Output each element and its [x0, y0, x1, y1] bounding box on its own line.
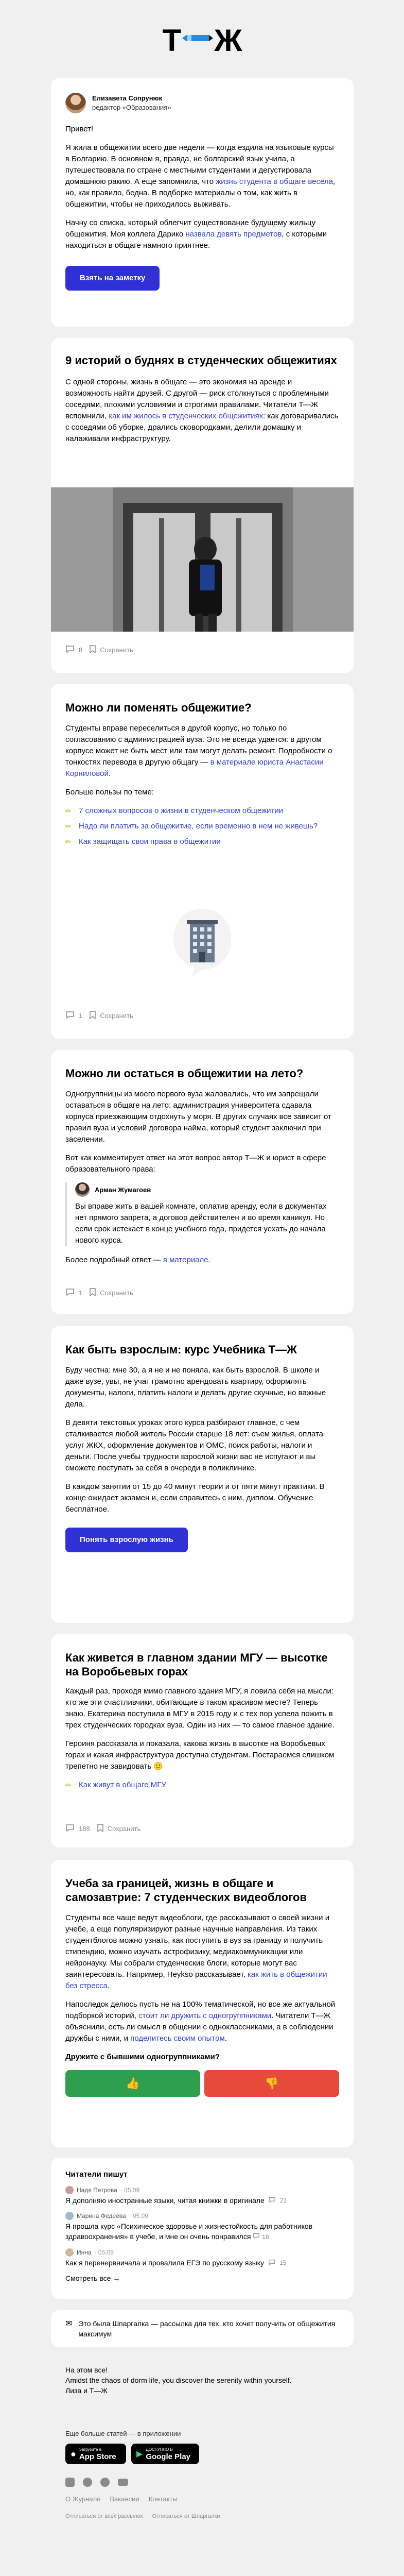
reader-avatar — [65, 2186, 74, 2194]
reader-comment[interactable] — [65, 2212, 339, 2242]
reader-text: Я дополняю иностранные языки, читая книжки в оригинале — [65, 2196, 265, 2205]
reader-text: Я прошла курс «Психическое здоровье и жизнестойкость для работников здравоохранения» в учебе, и мне он очень понравился — [65, 2222, 313, 2241]
article-title[interactable]: Как быть взрослым: курс Учебника Т—Ж — [65, 1343, 297, 1356]
social-icons — [65, 2478, 339, 2487]
text: Я жила в общежитии всего две недели — когда ездила на языковые курсы в Болгарию. В основном я, правда, не болгарский язык учила, а путешествовала по стране с местными студентами и дегустировала домашнюю ракию. А еще запомнила, что — [65, 143, 334, 186]
unsubscribe-this-link[interactable]: Отписаться от Шпаргалки — [152, 2513, 220, 2519]
logo-pen-icon — [182, 37, 213, 44]
text: С одной стороны, жизнь в общаге — это экономия на аренде и возможность найти друзей. С другой — риск столкнуться с проблемными соседями, плохими условиями и строгими правилами. Читатели Т—Ж вспомнили, — [65, 378, 329, 420]
footer-links — [65, 2495, 339, 2503]
thumbs-down-icon: 👎 — [265, 2077, 279, 2090]
intro-paragraph-1 — [65, 142, 339, 210]
app-store-button[interactable] — [65, 2444, 126, 2464]
more-answer — [65, 1255, 339, 1266]
article-text: Вот как комментирует ответ на этот вопрос автор Т—Ж и юрист в сфере образовательного права: — [65, 1154, 326, 1174]
poll-yes-button[interactable] — [65, 2070, 200, 2097]
readers-title: Читатели пишут — [65, 2170, 128, 2179]
reader-text: Как я перенервничала и провалила ЕГЭ по русскому языку — [65, 2259, 265, 2267]
reader-avatar — [65, 2248, 74, 2257]
intro-paragraph-2 — [65, 217, 339, 251]
save-label[interactable]: Сохранить — [100, 1012, 133, 1020]
zen-icon[interactable] — [100, 2478, 110, 2487]
telegram-icon[interactable] — [83, 2478, 92, 2487]
article-card-summer-dorm — [51, 1050, 354, 1314]
text: . Читатели Т—Ж объяснили, есть ли смысл в общении с одноклассниками, а в соблюдении дружбы с ними, и — [65, 2011, 333, 2043]
bullet-link[interactable]: Как живут в общаге МГУ — [79, 1781, 166, 1789]
bookmark-icon[interactable] — [90, 645, 96, 655]
reader-count: 21 — [279, 2197, 287, 2204]
apple-icon: ● — [71, 2448, 76, 2459]
article-title[interactable]: Как живется в главном здании МГУ — высотке на Воробьевых горах — [65, 1651, 328, 1678]
student-life-link[interactable]: жизнь студента в общаге весела — [216, 177, 333, 186]
bullet-link[interactable]: Надо ли платить за общежитие, если временно в нем не живешь? — [79, 822, 318, 831]
article-meta — [65, 1011, 133, 1021]
greeting: Привет! — [65, 125, 94, 133]
appstore-small: Загрузите в — [79, 2447, 102, 2452]
reader-name: Надя Петрова — [77, 2187, 117, 2194]
gplay-small: ДОСТУПНО В — [146, 2447, 173, 2452]
jobs-link[interactable]: Вакансии — [110, 2495, 139, 2503]
promo-text: Это была Шпаргалка — рассылка для тех, кто хочет получить от общежития максимум — [78, 2319, 336, 2338]
text: Студенты все чаще ведут видеоблоги, где рассказывают о своей жизни и учебе, а еще популяризируют разные научные направления. Из таких студентблогов можно узнать, как поступить в вуз за границу и получить стипендию, можно изучать астрофизику, медиакоммуникации или нейронауку. Мы собрали студенческие блоги, которые могут вас заинтересовать. Например, Heykso рассказывает, — [65, 1913, 330, 1979]
stress-free-link[interactable]: как жить в общежитии без стресса — [65, 1970, 327, 1990]
comment-count[interactable]: 188 — [79, 1825, 90, 1833]
smile-icon: 🙂 — [153, 1762, 163, 1771]
footer — [51, 2430, 354, 2519]
logo-letter-t: Т — [162, 23, 182, 58]
comment-icon[interactable] — [65, 645, 75, 655]
dorm-stories-link[interactable]: как им жилось в студенческих общежитиях — [109, 412, 264, 420]
article-card-video-blogs — [51, 1860, 354, 2147]
logo-letter-zh: Ж — [214, 23, 242, 58]
course-button[interactable]: Понять взрослую жизнь — [65, 1528, 188, 1552]
article-card-msu — [51, 1634, 354, 1848]
comment-icon[interactable] — [65, 1824, 75, 1834]
article-card-dorm-stories — [51, 338, 354, 673]
pencil-icon: ✏ — [65, 1781, 72, 1789]
article-text: Каждый раз, проходя мимо главного здания МГУ, я ловила себя на мысли: кто же эти счастливчики, обитающие в таком красивом месте? Теперь знаю. Екатерина поступила в МГУ в 2015 году и с тех пор успела пожить в трех студенческих городках вуза. Один из них — то самое главное здание. — [65, 1687, 335, 1730]
tzh-logo[interactable] — [163, 25, 242, 56]
article-photo[interactable] — [51, 487, 354, 632]
reader-avatar — [65, 2212, 74, 2220]
text: . — [108, 769, 111, 778]
play-icon: ▶ — [136, 2450, 143, 2459]
reader-comment[interactable] — [65, 2248, 339, 2268]
save-label[interactable]: Сохранить — [100, 646, 133, 654]
comment-count[interactable]: 1 — [79, 1289, 83, 1297]
save-label[interactable]: Сохранить — [107, 1825, 141, 1833]
list-item — [65, 821, 339, 832]
text: Студенты вправе переселиться в другой корпус, но только по согласованию с администрацией вуза. Это не всегда удается: в другом корпусе может не быть мест или там могут делать ремонт. Подробности о тонкостях перевода в другую общагу — — [65, 724, 332, 767]
article-text — [65, 1738, 339, 1772]
author-avatar — [65, 93, 86, 113]
building-illustration — [171, 907, 233, 979]
text: . — [208, 1256, 210, 1264]
text: . — [107, 1981, 110, 1990]
reader-date: · 05.09 — [120, 2187, 140, 2194]
article-meta — [65, 1824, 140, 1834]
article-title[interactable]: Учеба за границей, жизнь в общаге и самозавтрие: 7 студенческих видеоблогов — [65, 1877, 307, 1904]
comment-icon — [268, 2258, 275, 2268]
google-play-button[interactable] — [131, 2444, 199, 2464]
contacts-link[interactable]: Контакты — [148, 2495, 178, 2503]
reader-name: Инна — [77, 2249, 92, 2256]
article-text — [65, 377, 339, 445]
author-role: редактор «Образования» — [92, 104, 171, 111]
envelope-icon: ✉ — [65, 2319, 73, 2328]
about-link[interactable]: О Журнале — [65, 2495, 101, 2503]
share-experience-link[interactable]: поделитесь своим опытом — [130, 2034, 225, 2043]
article-title[interactable]: Можно ли поменять общежитие? — [65, 701, 252, 714]
intro-card — [51, 78, 354, 327]
comment-count[interactable]: 1 — [79, 1012, 83, 1020]
reader-comment[interactable] — [65, 2186, 339, 2206]
poll — [65, 2070, 339, 2097]
article-meta — [65, 1288, 133, 1298]
article-card-adult-course — [51, 1326, 354, 1623]
outro-line-2: Amidst the chaos of dorm life, you discover the serenity within yourself. — [65, 2376, 292, 2384]
article-card-change-dorm — [51, 684, 354, 1039]
apps-label: Еще больше статей — в приложении — [65, 2430, 181, 2437]
pencil-icon: ✏ — [65, 838, 72, 846]
list-item — [65, 805, 339, 817]
header — [51, 23, 354, 59]
newsletter-promo-card — [51, 2310, 354, 2347]
poll-no-button[interactable] — [204, 2070, 339, 2097]
youtube-icon[interactable] — [118, 2479, 128, 2486]
reader-count: 15 — [279, 2259, 287, 2266]
reader-name: Марина Федеева — [77, 2212, 126, 2219]
readers-card — [51, 2158, 354, 2299]
article-text: В каждом занятии от 15 до 40 минут теории и от пяти минут практики. В конце ожидает экзамен и, если справитесь с ним, диплом. Обучение бесплатное. — [65, 1482, 325, 1514]
bullet-link[interactable]: 7 сложных вопросов о жизни в студенческом общежитии — [79, 806, 284, 815]
list-item — [65, 1780, 339, 1791]
article-text: Буду честна: мне 30, а я не и не поняла, как быть взрослой. В школе и даже вузе, увы, не учат грамотно арендовать квартиру, оформлять документы, налоги, платить налоги и делать другие скучные, но важные дела. — [65, 1366, 326, 1409]
text: Героиня рассказала и показала, какова жизнь в высотке на Воробьевых горах и какая инфраструктура доступна студентам. Постараемся слишком трепетно не завидовать — [65, 1739, 335, 1771]
comment-icon — [269, 2195, 276, 2206]
bookmark-icon[interactable] — [97, 1824, 103, 1834]
vk-icon[interactable] — [65, 2478, 75, 2487]
comment-count[interactable]: 8 — [79, 646, 83, 654]
expert-name: Арман Жумагоев — [95, 1185, 151, 1194]
save-label[interactable]: Сохранить — [100, 1289, 133, 1297]
bookmark-icon[interactable] — [90, 1288, 96, 1298]
outro-line-3: Лиза и Т—Ж — [65, 2386, 108, 2395]
lawyer-article-link[interactable]: в материале юриста Анастасии Корниловой — [65, 758, 324, 778]
poll-question: Дружите с бывшими одногруппниками? — [65, 2053, 220, 2061]
unsubscribe-links — [65, 2513, 339, 2519]
article-text: Одногруппницы из моего первого вуза жаловались, что им запрещали оставаться в общаге на лето: администрация университета сдавала корпуса приезжающим отдохнуть у моря. В других случаях все зависит от правил вуза и условий договора найма, который студент заключил при заселении. — [65, 1090, 331, 1144]
article-meta — [65, 645, 133, 655]
text: Более подробный ответ — — [65, 1256, 163, 1264]
bookmark-icon[interactable] — [90, 1011, 96, 1021]
list-item — [65, 836, 339, 848]
take-note-button[interactable]: Взять на заметку — [65, 266, 160, 291]
detailed-answer-link[interactable]: в материале — [163, 1256, 208, 1264]
comment-icon[interactable] — [65, 1288, 75, 1298]
pencil-icon: ✏ — [65, 807, 72, 815]
text: Начну со списка, который облегчит существование будущему жильцу общежития. Моя коллега Дарико — [65, 218, 315, 239]
unsubscribe-all-link[interactable]: Отписаться от всех рассылок — [65, 2513, 143, 2519]
text: , с которыми находиться в общаге намного приятнее. — [65, 230, 327, 250]
article-title[interactable]: Можно ли остаться в общежитии на лето? — [65, 1067, 304, 1080]
gplay-big: Google Play — [146, 2452, 191, 2461]
reader-date: · 05.09 — [129, 2212, 148, 2219]
reader-count: 18 — [262, 2233, 269, 2241]
author-block — [65, 93, 339, 113]
outro-line-1: На этом все! — [65, 2366, 108, 2374]
outro — [51, 2365, 354, 2396]
reader-date: · 05.09 — [94, 2249, 114, 2256]
appstore-big: App Store — [79, 2452, 116, 2461]
article-text — [65, 1999, 339, 2044]
see-all-link[interactable]: Смотреть все → — [65, 2274, 120, 2282]
expert-avatar — [75, 1182, 90, 1197]
comment-icon — [253, 2232, 260, 2241]
pencil-icon: ✏ — [65, 822, 72, 831]
classmates-link[interactable]: стоит ли дружить с одногруппниками — [138, 2011, 272, 2020]
more-on-topic: Больше пользы по теме: — [65, 788, 154, 796]
author-name: Елизавета Сопрунюк — [92, 94, 163, 102]
comment-icon[interactable] — [65, 1011, 75, 1021]
quote-text: Вы вправе жить в вашей комнате, оплатив аренду, если в документах нет прямого запрета, а договор действителен и во время каникул. Но если срок истекает в конце учебного года, придется уехать до начала нового курса. — [75, 1202, 327, 1245]
text: Напоследок делюсь пусть не на 100% тематической, но все же актуальной подборкой историй, — [65, 2000, 336, 2020]
thumbs-up-icon: 👍 — [126, 2077, 140, 2090]
text: . — [224, 2034, 227, 2043]
nine-items-link[interactable]: назвала девять предметов — [185, 230, 282, 239]
bullet-link[interactable]: Как защищать свои права в общежитии — [79, 837, 221, 846]
text: : как договаривались с соседями об уборке, дрались сковородками, делили домашку и налаживали инфраструктуру. — [65, 412, 339, 443]
article-text — [65, 723, 339, 779]
article-text: В девяти текстовых уроках этого курса разбирают главное, с чем сталкивается любой житель России старше 18 лет: съем жилья, оплата услуг ЖКХ, оформление документов и ОМС, поиск работы, налоги и деньги. После учебы трудности взрослой жизни вас не испугают и вы сможете поступать за себя в очереди в поликлинике. — [65, 1418, 323, 1472]
text: , но, как правило, бедна. В подборке материалы о том, как жить в общежитии, чтобы не приходилось выживать. — [65, 177, 336, 209]
article-title[interactable]: 9 историй о буднях в студенческих общежитиях — [65, 354, 337, 367]
expert-quote — [65, 1182, 339, 1246]
article-text — [65, 1912, 339, 1992]
